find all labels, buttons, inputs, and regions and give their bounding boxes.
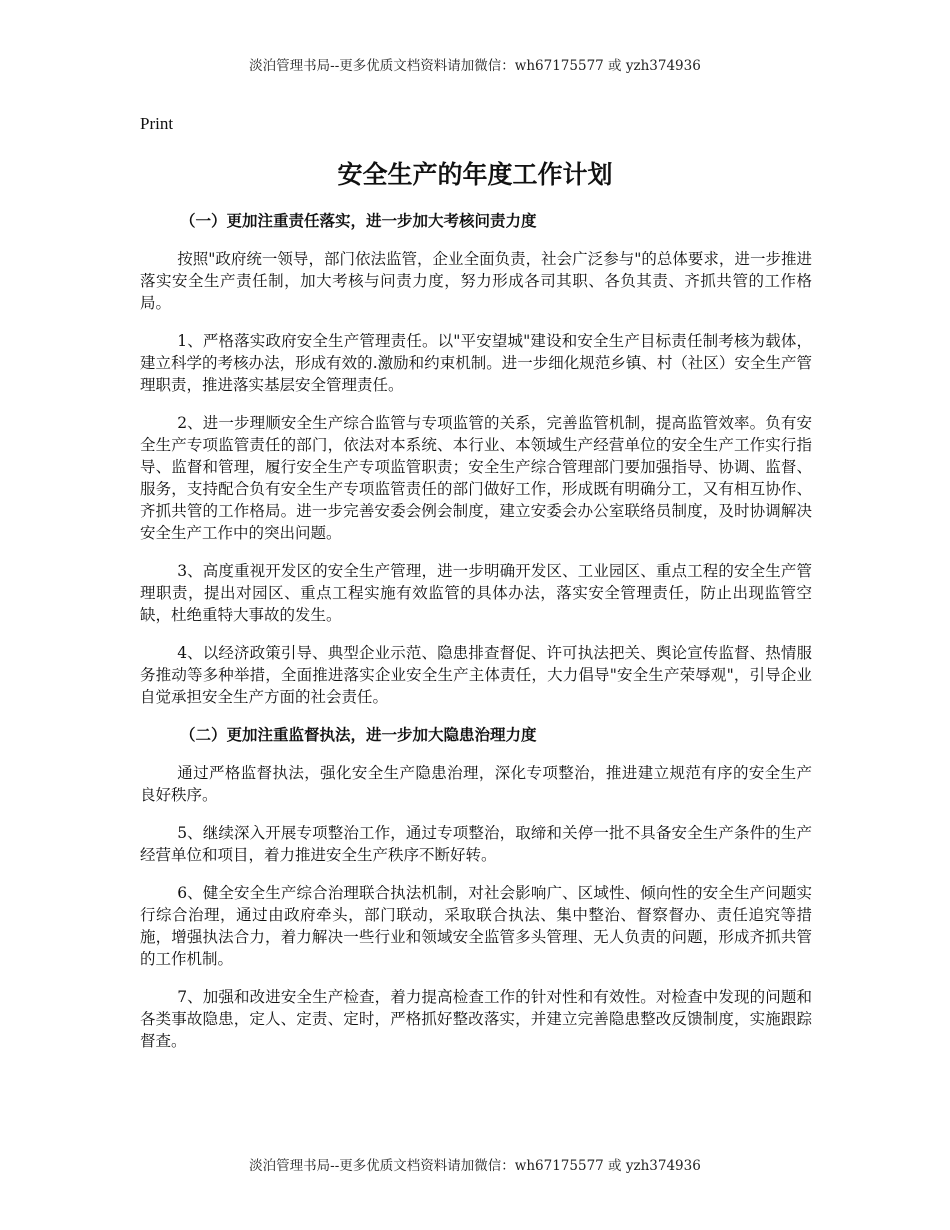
section-2 [140,724,812,1052]
document-title: 安全生产的年度工作计划 [337,160,613,189]
paragraph: 4、以经济政策引导、典型企业示范、隐患排查督促、许可执法把关、舆论宣传监督、热情服务推动等多种举措，全面推进落实企业安全生产主体责任，大力倡导"安全生产荣辱观"，引导企业自觉承担安全生产方面的社会责任。 [140,644,812,706]
paragraph: 7、加强和改进安全生产检查，着力提高检查工作的针对性和有效性。对检查中发现的问题和各类事故隐患，定人、定责、定时，严格抓好整改落实，并建立完善隐患整改反馈制度，实施跟踪督查。 [140,988,812,1050]
section-heading: （一）更加注重责任落实，进一步加大考核问责力度 [180,211,537,230]
section-1 [140,210,812,708]
paragraph: 5、继续深入开展专项整治工作，通过专项整治，取缔和关停一批不具备安全生产条件的生产经营单位和项目，着力推进安全生产秩序不断好转。 [140,824,812,864]
print-label: Print [140,114,174,133]
document-body [140,210,812,1068]
paragraph: 按照"政府统一领导，部门依法监管，企业全面负责，社会广泛参与"的总体要求，进一步推进落实安全生产责任制，加大考核与问责力度，努力形成各司其职、各负其责、齐抓共管的工作格局。 [140,250,812,312]
page-header: 淡泊管理书局--更多优质文档资料请加微信：wh67175577 或 yzh374936 [249,58,701,74]
paragraph: 2、进一步理顺安全生产综合监管与专项监管的关系，完善监管机制，提高监管效率。负有安全生产专项监管责任的部门，依法对本系统、本行业、本领域生产经营单位的安全生产工作实行指导、监督和管理，履行安全生产专项监管职责；安全生产综合管理部门要加强指导、协调、监督、服务，支持配合负有安全生产专项监管责任的部门做好工作，形成既有明确分工，又有相互协作、齐抓共管的工作格局。进一步完善安委会例会制度，建立安委会办公室联络员制度，及时协调解决安全生产工作中的突出问题。 [140,414,812,542]
section-heading: （二）更加注重监督执法，进一步加大隐患治理力度 [180,725,537,744]
paragraph: 1、严格落实政府安全生产管理责任。以"平安望城"建设和安全生产目标责任制考核为载体，建立科学的考核办法，形成有效的.激励和约束机制。进一步细化规范乡镇、村（社区）安全生产管理职责，推进落实基层安全管理责任。 [140,332,812,394]
paragraph: 通过严格监督执法，强化安全生产隐患治理，深化专项整治，推进建立规范有序的安全生产良好秩序。 [140,764,812,804]
paragraph: 6、健全安全生产综合治理联合执法机制，对社会影响广、区域性、倾向性的安全生产问题实行综合治理，通过由政府牵头，部门联动，采取联合执法、集中整治、督察督办、责任追究等措施，增强执法合力，着力解决一些行业和领域安全监管多头管理、无人负责的问题，形成齐抓共管的工作机制。 [140,884,812,968]
paragraph: 3、高度重视开发区的安全生产管理，进一步明确开发区、工业园区、重点工程的安全生产管理职责，提出对园区、重点工程实施有效监管的具体办法，落实安全管理责任，防止出现监管空缺，杜绝重特大事故的发生。 [140,562,812,624]
page-footer: 淡泊管理书局--更多优质文档资料请加微信：wh67175577 或 yzh374936 [249,1158,701,1174]
